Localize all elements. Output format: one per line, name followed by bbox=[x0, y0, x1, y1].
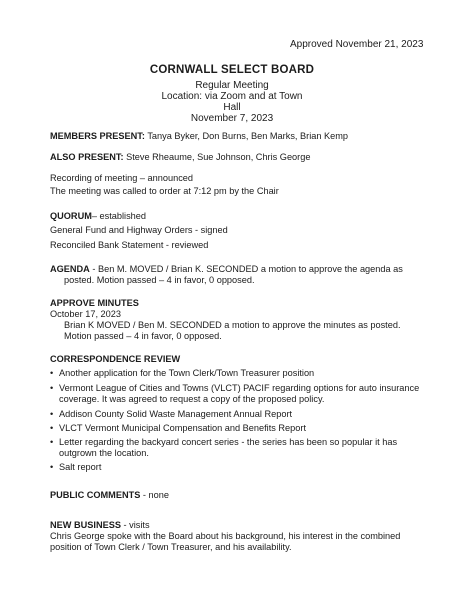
new-business-line-2: position of Town Clerk / Town Treasurer, and his availability. bbox=[50, 542, 292, 552]
bullet-icon: • bbox=[50, 462, 54, 472]
approve-minutes-heading: APPROVE MINUTES bbox=[50, 298, 139, 308]
new-business-line-1: Chris George spoke with the Board about his background, his interest in the combined bbox=[50, 531, 401, 541]
members-present bbox=[50, 131, 348, 142]
location-line-2: Hall bbox=[223, 102, 241, 113]
bullet-icon: • bbox=[50, 409, 54, 419]
agenda-label: AGENDA bbox=[50, 264, 90, 274]
agenda bbox=[50, 264, 403, 275]
meeting-type: Regular Meeting bbox=[195, 80, 269, 91]
meeting-date: November 7, 2023 bbox=[190, 113, 274, 124]
quorum-text: – established bbox=[91, 211, 147, 221]
bank-statement: Reconciled Bank Statement - reviewed bbox=[50, 240, 209, 250]
also-label: ALSO PRESENT: bbox=[50, 152, 124, 162]
quorum bbox=[50, 211, 146, 222]
approval-note: Approved November 21, 2023 bbox=[290, 39, 424, 50]
call-to-order: The meeting was called to order at 7:12 pm by the Chair bbox=[50, 186, 279, 196]
quorum-label: QUORUM bbox=[50, 211, 92, 221]
new-business-label: NEW BUSINESS bbox=[50, 520, 121, 530]
new-business-text: - visits bbox=[120, 520, 150, 530]
bullet-icon: • bbox=[50, 437, 54, 447]
recording-note: Recording of meeting – announced bbox=[50, 173, 194, 183]
minutes-line-2: Motion passed – 4 in favor, 0 opposed. bbox=[64, 331, 222, 341]
document-page: Approved November 21, 2023 CORNWALL SELECT BOARD Regular Meeting Location: via Zoom and at Town Hall November 7, 2023 MEMBERS PRESENT: Tanya Byker, Don Burns, Ben Marks, Brian Kemp ALSO PRESENT: Steve Rheaume, Sue Johnson, Chris George Recording of meeting – announced The meeting was called to order at 7:12 pm by the Chair QUORUM– established General Fund and Highway Orders - signed Reconciled Bank Statement - reviewed AGENDA - Ben M. MOVED / Brian K. SECONDED a motion to approve the agenda as posted. Motion passed – 4 in favor, 0 opposed. APPROVE MINUTES October 17, 2023 Brian K MOVED / Ben M. SECONDED a motion to approve the minutes as posted. Motion passed – 4 in favor, 0 opposed. CORRESPONDENCE REVIEW • Another application for the Town Clerk/Town Treasurer position • Vermont League of Cities and Towns (VLCT) PACIF regarding options for auto insurance coverage. It was agreed to request a copy of the proposed policy. • Addison County Solid Waste Management Annual Report • VLCT Vermont Municipal Compensation and Benefits Report • Letter regarding the backyard concert series - the series has been so popular it has outgrown the location. • Salt report PUBLIC COMMENTS - none NEW BUSINESS - visits Chris George spoke with the Board about his background, his interest in the combined position of Town Clerk / Town Treasurer, and his availability. bbox=[0, 0, 464, 600]
agenda-line-2: posted. Motion passed – 4 in favor, 0 opposed. bbox=[64, 275, 255, 285]
orders-signed: General Fund and Highway Orders - signed bbox=[50, 225, 228, 235]
location-line-1: Location: via Zoom and at Town bbox=[161, 91, 303, 102]
new-business bbox=[50, 520, 150, 531]
bullet-icon: • bbox=[50, 423, 54, 433]
also-present bbox=[50, 152, 310, 163]
bullet-icon: • bbox=[50, 368, 54, 378]
minutes-line-1: Brian K MOVED / Ben M. SECONDED a motion to approve the minutes as posted. bbox=[64, 320, 401, 330]
minutes-date: October 17, 2023 bbox=[50, 309, 121, 319]
also-names: Steve Rheaume, Sue Johnson, Chris George bbox=[126, 152, 311, 162]
members-label: MEMBERS PRESENT: bbox=[50, 131, 145, 141]
document-title: CORNWALL SELECT BOARD bbox=[149, 64, 315, 76]
members-names: Tanya Byker, Don Burns, Ben Marks, Brian Kemp bbox=[147, 131, 349, 141]
public-label: PUBLIC COMMENTS bbox=[50, 490, 141, 500]
agenda-line-1: - Ben M. MOVED / Brian K. SECONDED a motion to approve the agenda as bbox=[89, 264, 403, 274]
correspondence-heading: CORRESPONDENCE REVIEW bbox=[50, 354, 181, 364]
public-comments bbox=[50, 490, 169, 501]
public-text: - none bbox=[140, 490, 169, 500]
bullet-icon: • bbox=[50, 383, 54, 393]
